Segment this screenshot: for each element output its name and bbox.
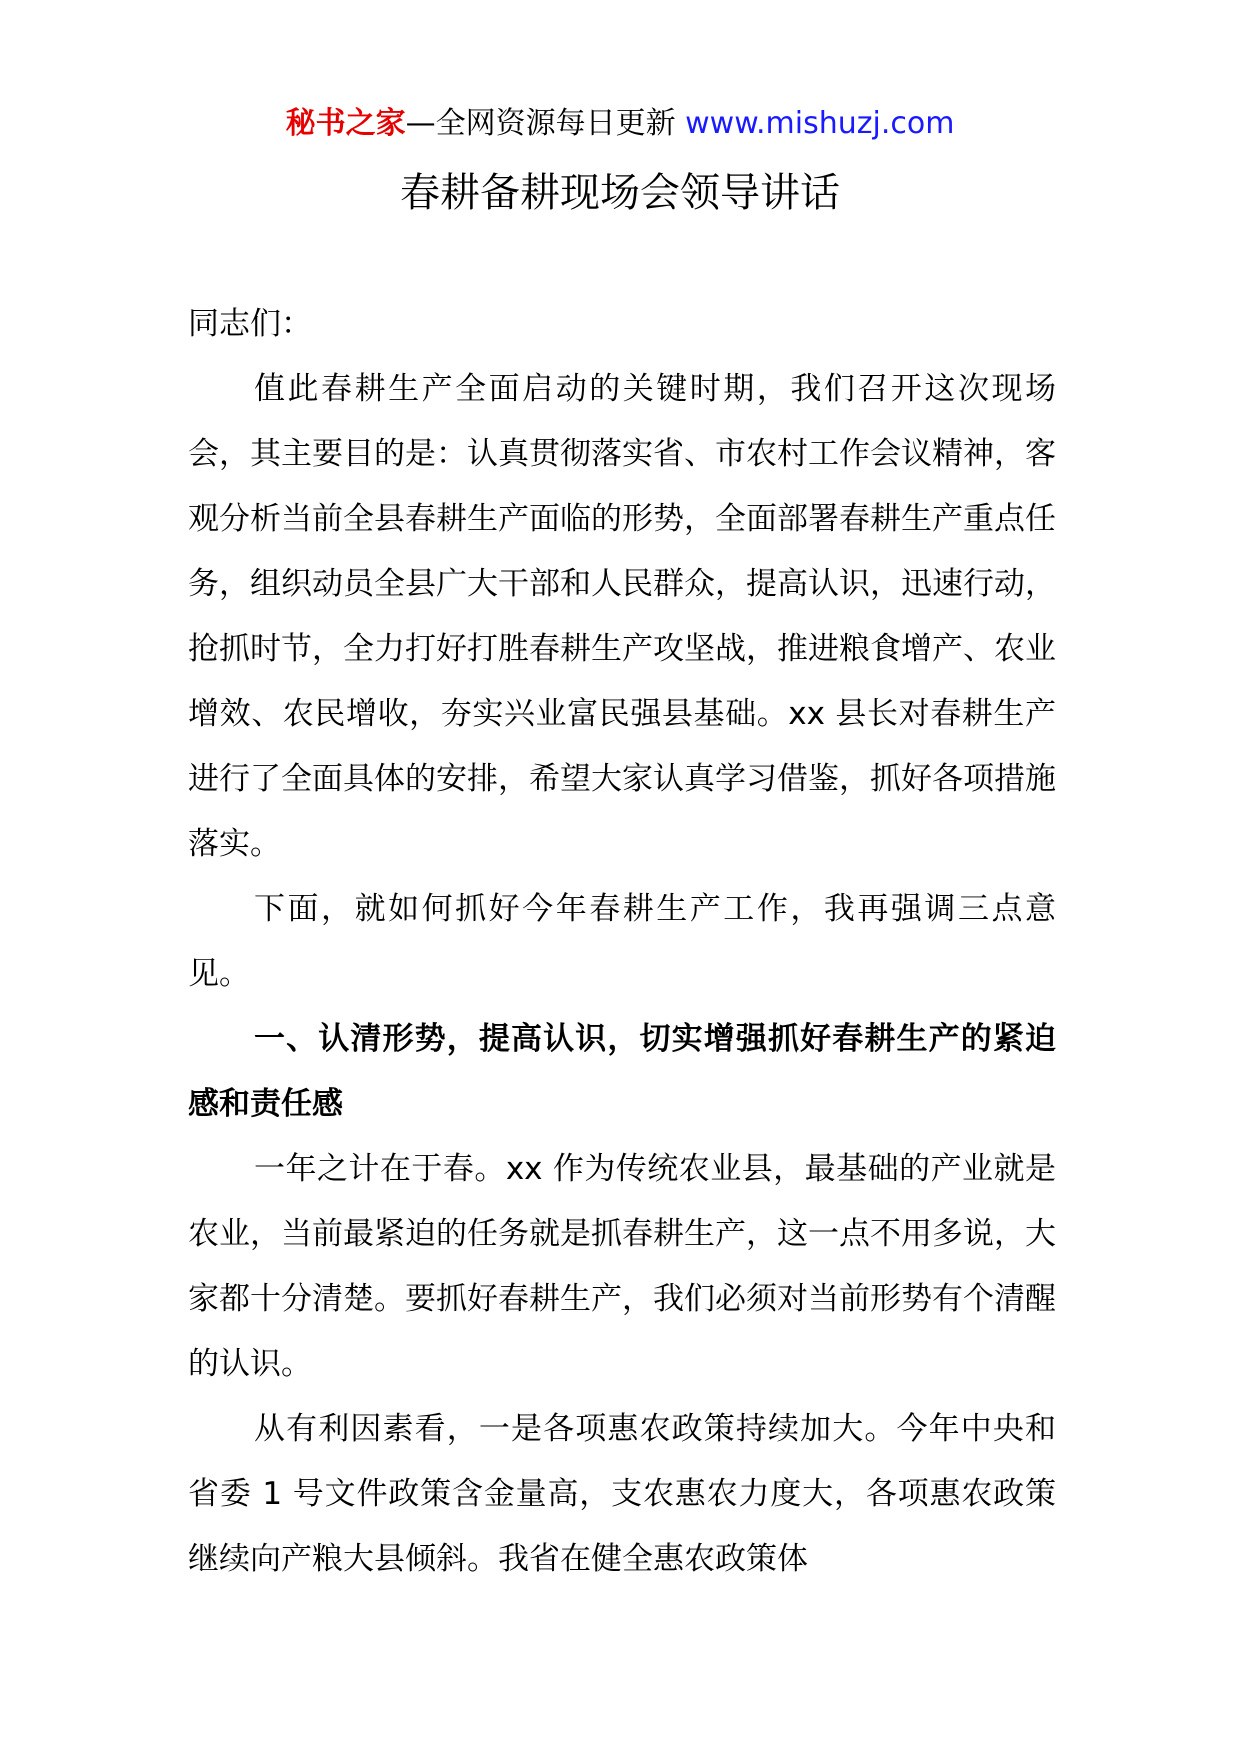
paragraph-salutation: 同志们：: [188, 306, 312, 342]
banner-url-link[interactable]: www.mishuzj.com: [685, 106, 955, 141]
banner-tagline: —全网资源每日更新: [405, 106, 676, 141]
banner-brand: 秘书之家: [285, 106, 406, 141]
paragraph-spring: 一年之计在于春。xx 作为传统农业县，最基础的产业就是农业，当前最紧迫的任务就是抓春耕生产，这一点不用多说，大家都十分清楚。要抓好春耕生产，我们必须对当前形势有个清醒的认识。: [188, 1151, 1056, 1382]
section-heading-1: 一、认清形势，提高认识，切实增强抓好春耕生产的紧迫感和责任感: [188, 1021, 1056, 1122]
document-body: [188, 292, 1056, 1592]
document-title: 春耕备耕现场会领导讲话: [400, 170, 840, 216]
paragraph-transition: 下面，就如何抓好今年春耕生产工作，我再强调三点意见。: [188, 891, 1056, 992]
site-banner: [0, 102, 1240, 146]
paragraph-favorable-factors: 从有利因素看，一是各项惠农政策持续加大。今年中央和省委 1 号文件政策含金量高，支农惠农力度大，各项惠农政策继续向产粮大县倾斜。我省在健全惠农政策体: [188, 1411, 1056, 1577]
paragraph-intro: 值此春耕生产全面启动的关键时期，我们召开这次现场会，其主要目的是：认真贯彻落实省、市农村工作会议精神，客观分析当前全县春耕生产面临的形势，全面部署春耕生产重点任务，组织动员全县广大干部和人民群众，提高认识，迅速行动，抢抓时节，全力打好打胜春耕生产攻坚战，推进粮食增产、农业增效、农民增收，夯实兴业富民强县基础。xx 县长对春耕生产进行了全面具体的安排，希望大家认真学习借鉴，抓好各项措施落实。: [188, 371, 1056, 862]
